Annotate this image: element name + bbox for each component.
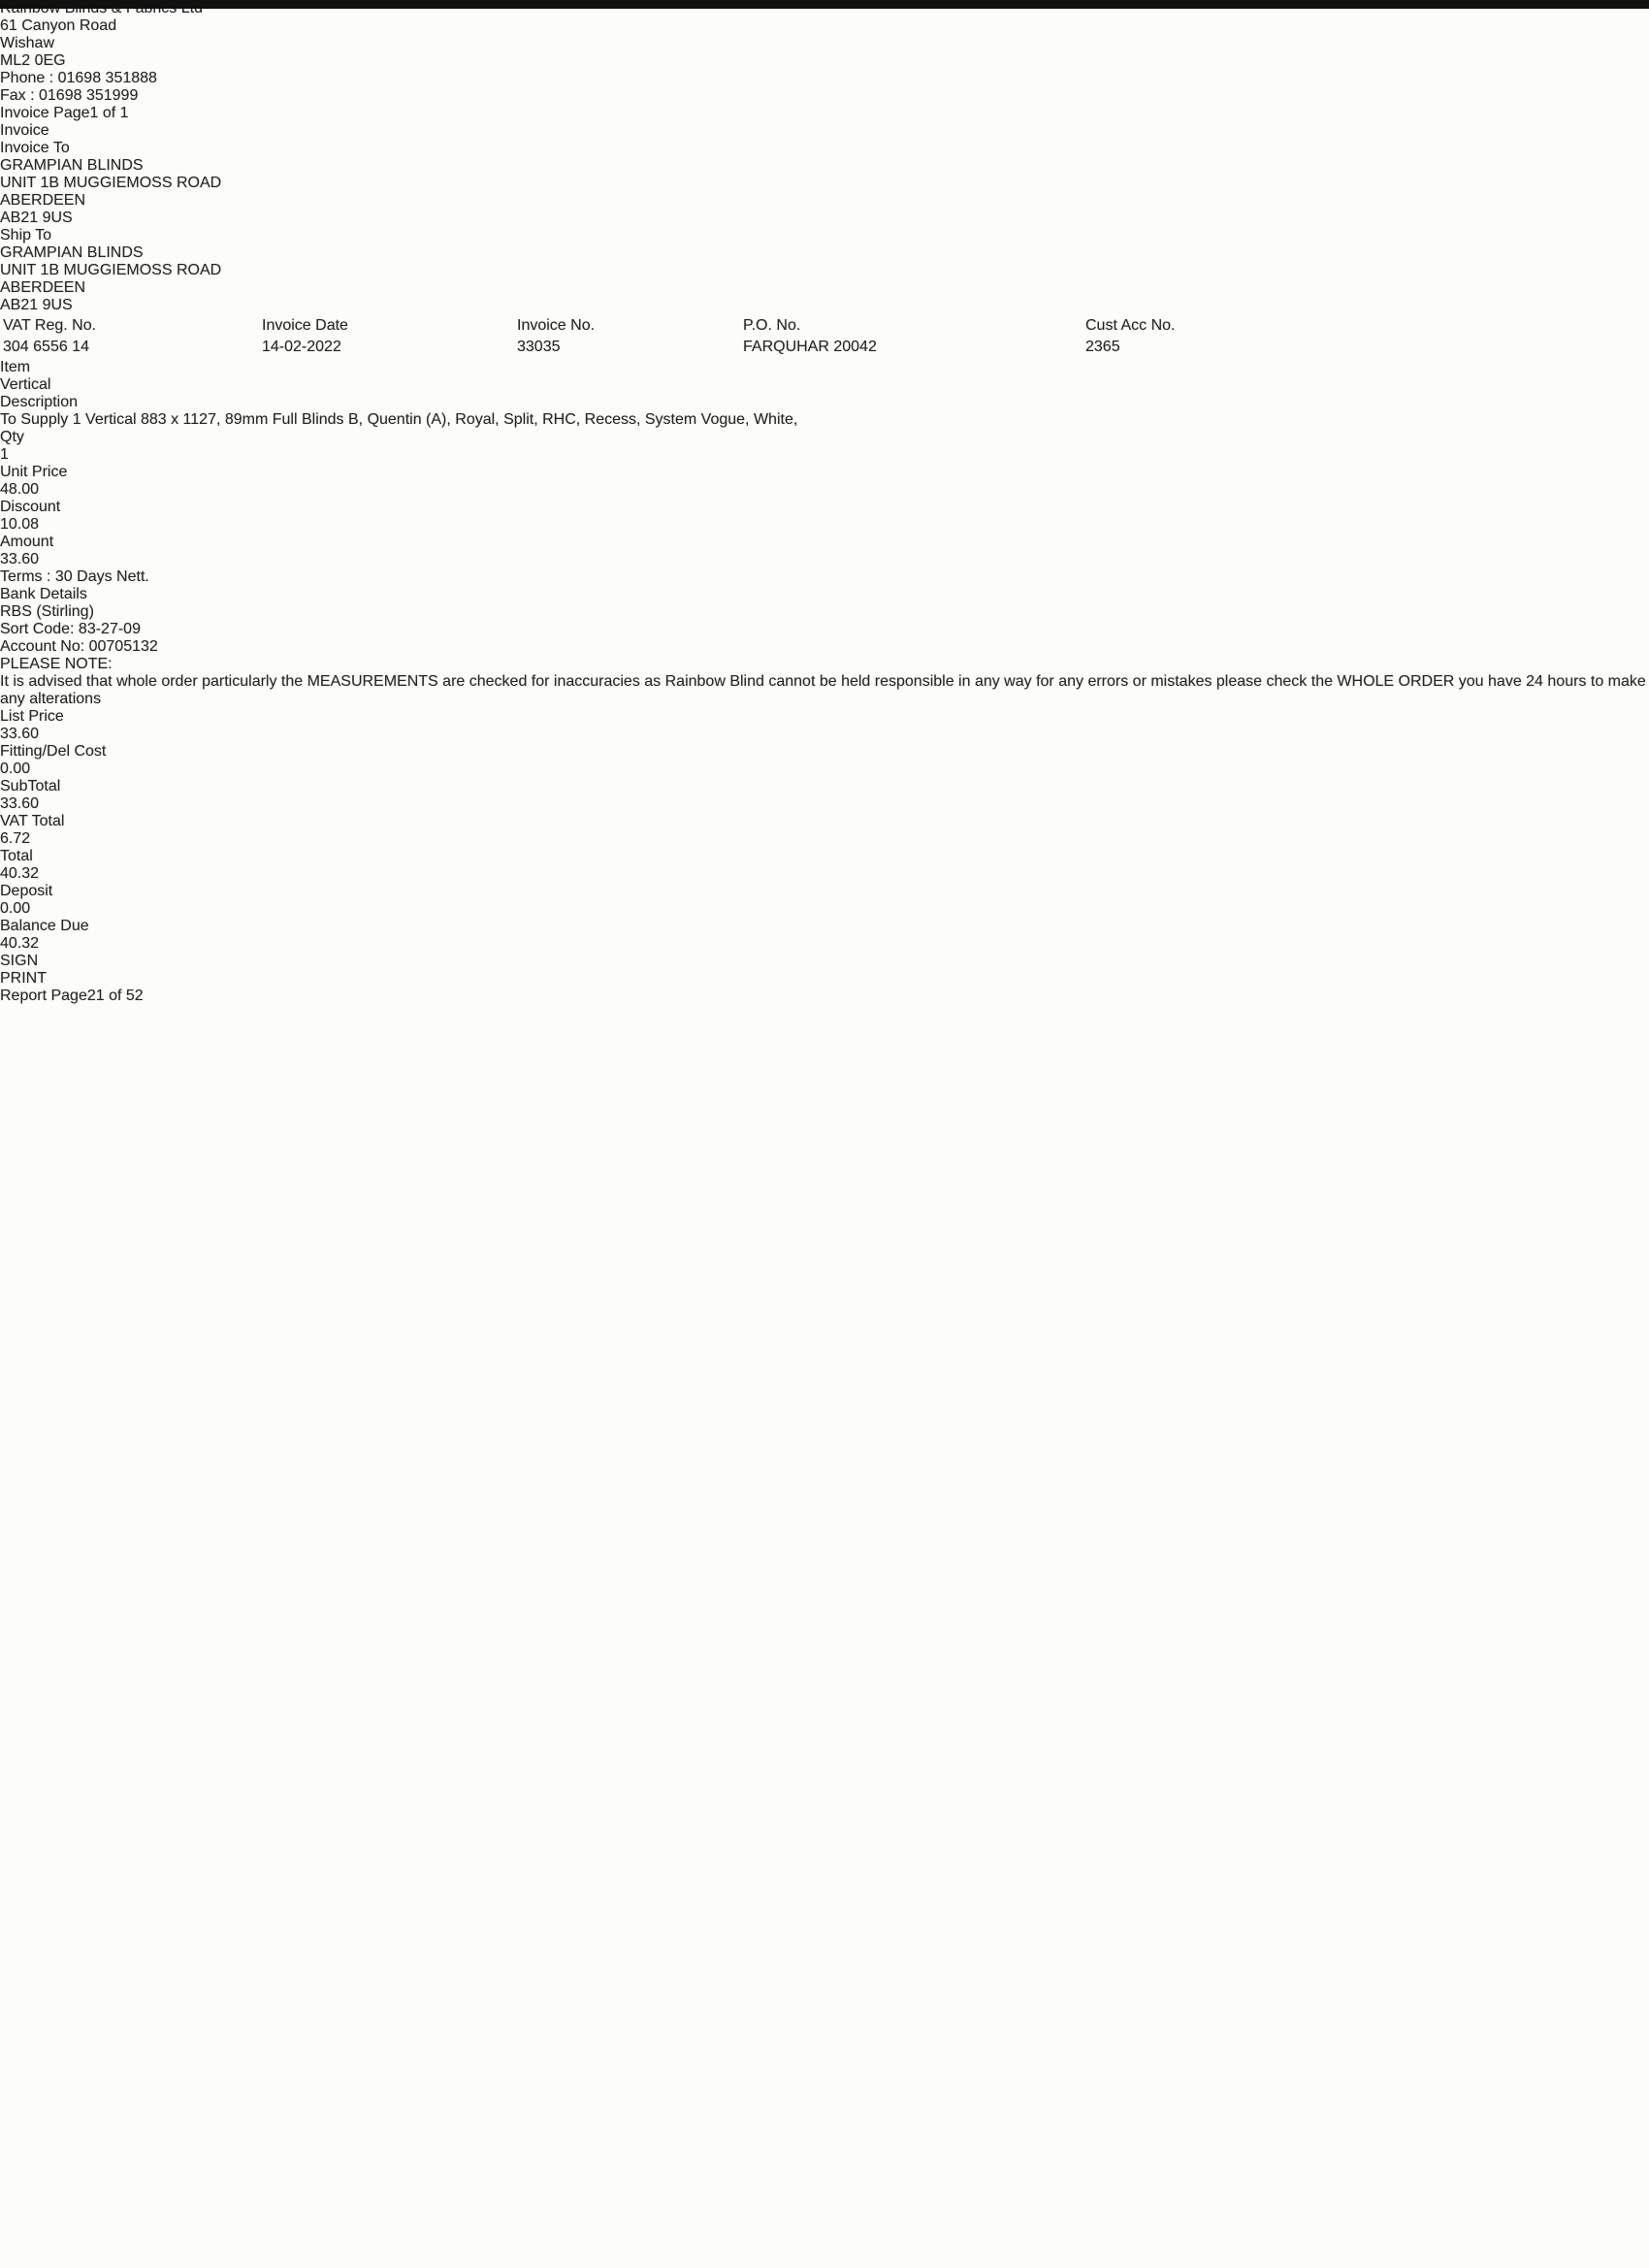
- item-cell-unit-price: 48.00: [0, 481, 40, 498]
- info-header-invoice-date: Invoice Date: [262, 317, 348, 334]
- report-page-value: 21 of 52: [86, 988, 144, 1004]
- please-note-heading: PLEASE NOTE:: [0, 656, 113, 672]
- totals-row-list-price: [0, 708, 1649, 743]
- sign-label: SIGN: [0, 953, 39, 969]
- totals-row-fitting-del-cost: [0, 743, 1649, 778]
- terms-value: 30 Days Nett.: [54, 568, 149, 585]
- company-address-line: Wishaw: [0, 35, 55, 51]
- invoice-page-label: Invoice Page: [0, 105, 90, 121]
- invoice-date-value: 14-02-2022: [262, 339, 341, 355]
- total-value: 40.32: [0, 865, 40, 882]
- vat-reg-no-value: 304 6556 14: [3, 339, 89, 355]
- bank-name: RBS (Stirling): [0, 603, 94, 620]
- report-page-label: Report Page: [0, 988, 87, 1004]
- bank-details-title: Bank Details: [0, 586, 87, 602]
- items-header-qty: Qty: [0, 429, 24, 445]
- ship-to-box: [0, 227, 1649, 314]
- terms-label: Terms :: [0, 568, 51, 585]
- deposit-value: 0.00: [0, 900, 31, 917]
- invoice-no-value: 33035: [517, 339, 561, 355]
- items-header-description: Description: [0, 394, 79, 410]
- terms-line: [0, 568, 1649, 586]
- ship-to-line: AB21 9US: [0, 297, 73, 313]
- invoice-to-line: ABERDEEN: [0, 192, 86, 209]
- invoice-to-line: UNIT 1B MUGGIEMOSS ROAD: [0, 175, 222, 191]
- signature-box: [0, 953, 1649, 988]
- item-cell-qty: 1: [0, 446, 9, 463]
- invoice-to-line: AB21 9US: [0, 210, 73, 226]
- item-cell-discount: 10.08: [0, 516, 40, 533]
- item-cell-item: Vertical: [0, 376, 51, 393]
- ship-to-line: UNIT 1B MUGGIEMOSS ROAD: [0, 262, 222, 278]
- company-fax: Fax : 01698 351999: [0, 87, 139, 104]
- vat-total-value: 6.72: [0, 830, 31, 847]
- list-price-label: List Price: [0, 708, 64, 725]
- please-note-body: It is advised that whole order particularly the MEASUREMENTS are checked for inaccuracies as Rainbow Blind cannot be held responsible in any way for any errors or mistakes please check the WHOLE ORDER you have 24 hours to make any alterations: [0, 673, 1646, 707]
- invoice-to-line: GRAMPIAN BLINDS: [0, 157, 144, 174]
- invoice-page-indicator: [0, 105, 1649, 122]
- balance-due-value: 40.32: [0, 935, 40, 952]
- total-label: Total: [0, 848, 33, 864]
- subtotal-value: 33.60: [0, 795, 40, 812]
- totals-box: [0, 708, 1649, 953]
- document-title: Invoice: [0, 122, 49, 139]
- bank-sort-code: Sort Code: 83-27-09: [0, 621, 141, 637]
- list-price-value: 33.60: [0, 726, 40, 742]
- totals-row-vat-total: [0, 813, 1649, 848]
- totals-row-balance-due: [0, 918, 1649, 953]
- subtotal-label: SubTotal: [0, 778, 61, 794]
- ship-to-line: GRAMPIAN BLINDS: [0, 244, 144, 261]
- company-address-line: ML2 0EG: [0, 52, 66, 69]
- info-header-po-no: P.O. No.: [743, 317, 801, 334]
- po-no-value: FARQUHAR 20042: [743, 339, 877, 355]
- invoice-to-title: Invoice To: [0, 140, 70, 156]
- invoice-to-box: [0, 140, 1649, 227]
- scan-top-edge: [0, 0, 1649, 9]
- info-header-vat-reg: VAT Reg. No.: [3, 317, 97, 334]
- items-header-item: Item: [0, 359, 31, 375]
- line-items-table: [0, 359, 1649, 568]
- totals-row-total: [0, 848, 1649, 883]
- bank-details: [0, 586, 1649, 656]
- cust-acc-no-value: 2365: [1085, 339, 1120, 355]
- ship-to-line: ABERDEEN: [0, 279, 86, 296]
- scan-right-edge-strip: [1605, 0, 1649, 2268]
- item-cell-description: To Supply 1 Vertical 883 x 1127, 89mm Full Blinds B, Quentin (A), Royal, Split, RHC, Recess, System Vogue, White,: [0, 411, 798, 428]
- fitting-del-cost-value: 0.00: [0, 761, 31, 777]
- item-cell-amount: 33.60: [0, 551, 40, 567]
- totals-row-subtotal: [0, 778, 1649, 813]
- report-page-indicator: [0, 988, 1649, 1005]
- company-phone: Phone : 01698 351888: [0, 70, 157, 86]
- info-header-invoice-no: Invoice No.: [517, 317, 596, 334]
- vat-total-label: VAT Total: [0, 813, 65, 829]
- deposit-label: Deposit: [0, 883, 53, 899]
- balance-due-label: Balance Due: [0, 918, 89, 934]
- print-label: PRINT: [0, 970, 47, 987]
- bank-account-no: Account No: 00705132: [0, 638, 158, 655]
- totals-row-deposit: [0, 883, 1649, 918]
- fitting-del-cost-label: Fitting/Del Cost: [0, 743, 107, 760]
- company-address-line: 61 Canyon Road: [0, 17, 117, 34]
- info-header-cust-acc: Cust Acc No.: [1085, 317, 1176, 334]
- items-header-unit-price: Unit Price: [0, 464, 68, 480]
- company-header: [0, 0, 1649, 105]
- ship-to-title: Ship To: [0, 227, 52, 243]
- invoice-page-value: 1 of 1: [89, 105, 129, 121]
- items-header-amount: Amount: [0, 534, 54, 550]
- invoice-info-table: [0, 314, 1431, 359]
- items-header-discount: Discount: [0, 499, 61, 515]
